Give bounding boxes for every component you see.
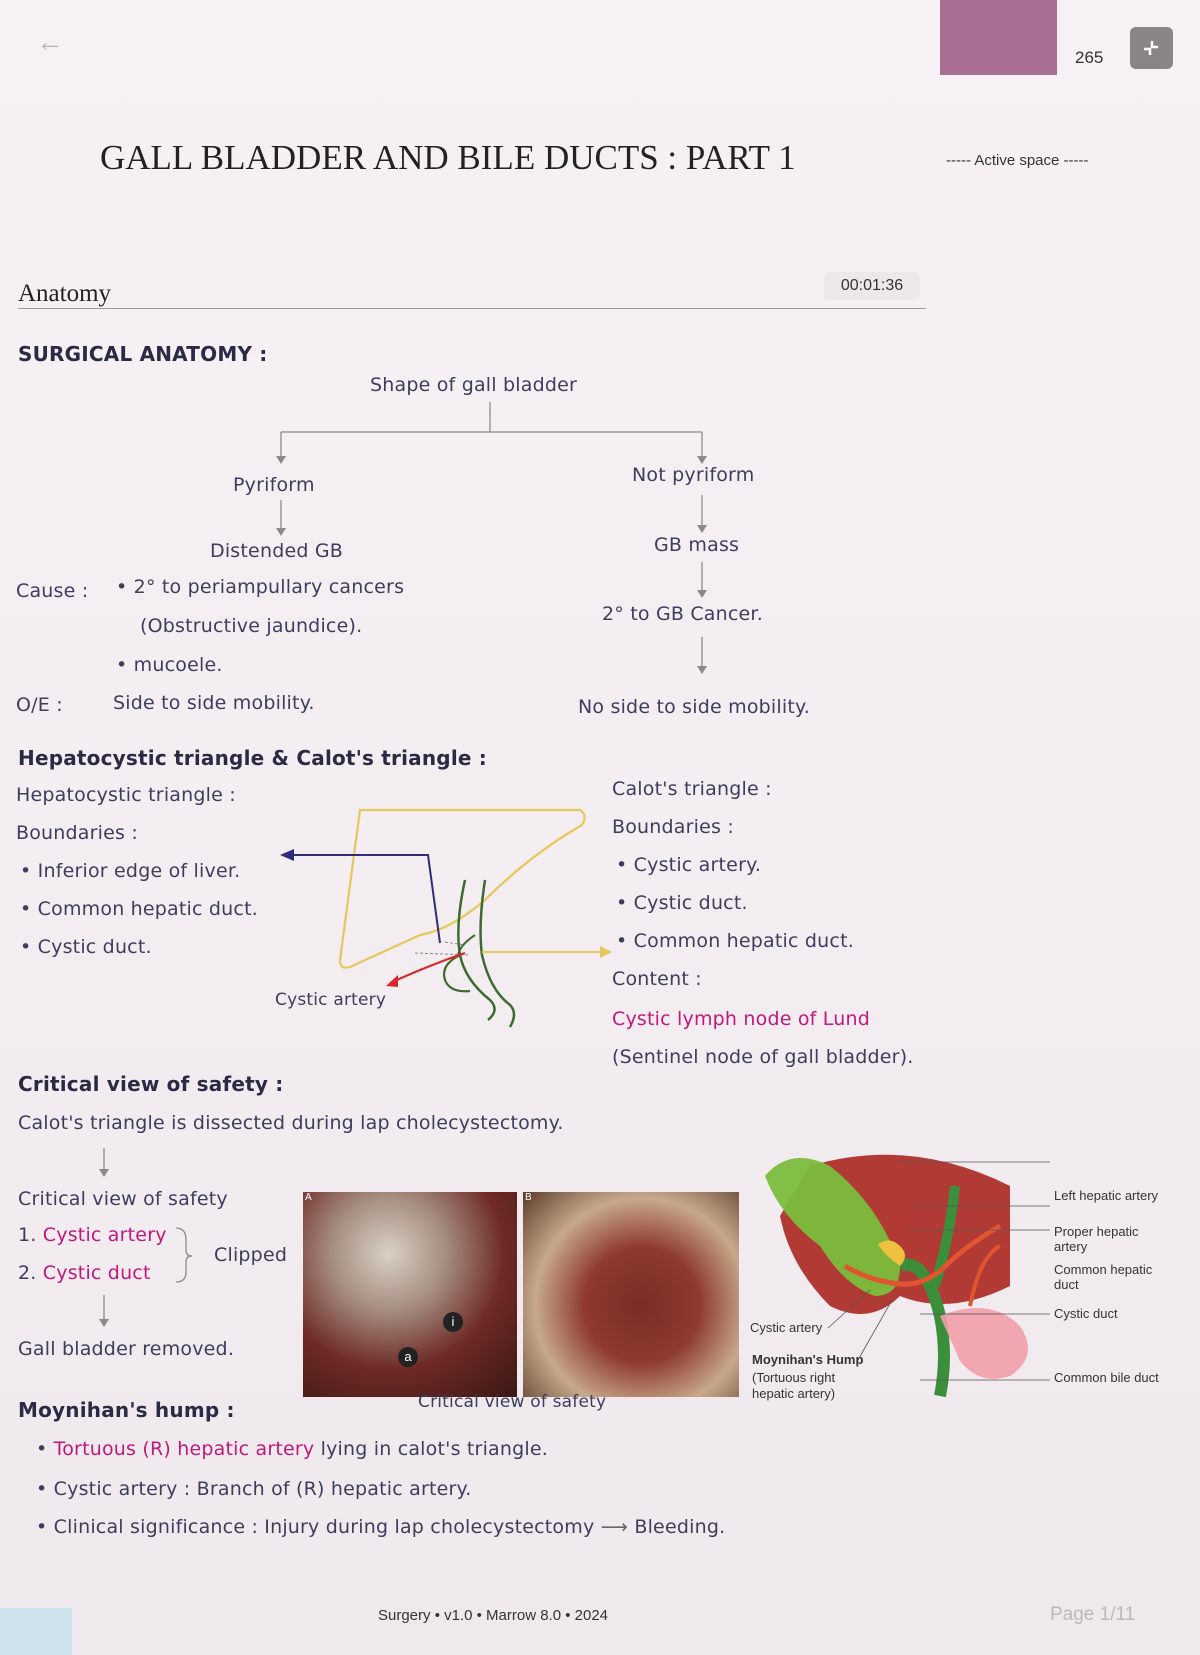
cause-bullet-2: • mucoele. xyxy=(116,654,223,676)
label-common-hepatic-duct: Common hepatic duct xyxy=(1054,1262,1153,1292)
hepatocystic-boundaries-label: Boundaries : xyxy=(16,822,138,844)
cause-bullet-1: • 2° to periampullary cancers xyxy=(116,576,405,598)
label-cystic-artery: Cystic artery xyxy=(750,1320,823,1335)
photo-b-label: B xyxy=(525,1192,532,1203)
flow-pyriform: Pyriform xyxy=(233,474,315,496)
surgical-photo-b xyxy=(523,1192,739,1397)
shape-flowchart-lines xyxy=(0,0,1200,720)
back-arrow-icon[interactable]: ← xyxy=(36,26,64,57)
label-tortuous-right-hepatic-artery: (Tortuous right hepatic artery) xyxy=(752,1370,836,1401)
calot-title: Calot's triangle : xyxy=(612,778,772,800)
active-space-label: ----- Active space ----- xyxy=(946,152,1089,169)
moynihan-item-3: • Clinical significance : Injury during lap cholecystectomy ⟶ Bleeding. xyxy=(36,1516,726,1538)
cvs-photo-caption: Critical view of safety xyxy=(418,1392,607,1412)
label-proper-hepatic-artery: Proper hepatic artery xyxy=(1054,1224,1139,1254)
moynihan-heading: Moynihan's hump : xyxy=(18,1398,235,1422)
moynihan-item-2: • Cystic artery : Branch of (R) hepatic artery. xyxy=(36,1478,472,1500)
cause-bullet-1-cont: (Obstructive jaundice). xyxy=(140,615,363,637)
moynihan-item-1: • Tortuous (R) hepatic artery lying in calot's triangle. xyxy=(36,1438,548,1460)
section-heading: Anatomy xyxy=(18,280,112,307)
calot-item-1: • Cystic artery. xyxy=(616,854,762,876)
flow-root: Shape of gall bladder xyxy=(370,374,577,396)
hepatocystic-title: Hepatocystic triangle : xyxy=(16,784,236,806)
calot-content-node: Cystic lymph node of Lund xyxy=(612,1008,871,1030)
calot-boundaries-label: Boundaries : xyxy=(612,816,734,838)
cvs-step-1: 1. Cystic artery xyxy=(18,1224,167,1246)
corner-tab[interactable] xyxy=(0,1608,72,1655)
page-indicator: Page 1/11 xyxy=(1050,1604,1136,1625)
calot-content-note: (Sentinel node of gall bladder). xyxy=(612,1046,914,1068)
label-left-hepatic-artery: Left hepatic artery xyxy=(1054,1188,1159,1203)
calot-content-label: Content : xyxy=(612,968,702,990)
page-number: 265 xyxy=(1075,48,1104,67)
cystic-artery-label: Cystic artery xyxy=(275,990,387,1010)
cvs-result: Gall bladder removed. xyxy=(18,1338,235,1360)
surgical-photo-a xyxy=(303,1192,517,1397)
cvs-clipped: Clipped xyxy=(214,1244,288,1266)
photo-a-label: A xyxy=(305,1192,312,1203)
calot-item-2: • Cystic duct. xyxy=(616,892,748,914)
hepatocystic-item-1: • Inferior edge of liver. xyxy=(20,860,241,882)
page-title: GALL BLADDER AND BILE DUCTS : PART 1 xyxy=(100,138,796,177)
label-common-bile-duct: Common bile duct xyxy=(1054,1370,1159,1385)
footer-text: Surgery • v1.0 • Marrow 8.0 • 2024 xyxy=(378,1607,609,1624)
surgical-anatomy-heading: SURGICAL ANATOMY : xyxy=(18,342,268,366)
label-cystic-duct: Cystic duct xyxy=(1054,1306,1118,1321)
cvs-step-2: 2. Cystic duct xyxy=(18,1262,151,1284)
flow-gb-mass: GB mass xyxy=(654,534,740,556)
photo-a-marker-a: a xyxy=(398,1347,418,1367)
oe-right: No side to side mobility. xyxy=(578,696,810,718)
flow-not-pyriform: Not pyriform xyxy=(632,464,755,486)
cvs-intro: Calot's triangle is dissected during lap cholecystectomy. xyxy=(18,1112,564,1134)
label-moynihans-hump: Moynihan's Hump xyxy=(752,1352,864,1367)
cvs-title: Critical view of safety xyxy=(18,1188,228,1210)
triangles-heading: Hepatocystic triangle & Calot's triangle : xyxy=(18,746,487,770)
hepatocystic-item-3: • Cystic duct. xyxy=(20,936,152,958)
oe-left: Side to side mobility. xyxy=(113,692,315,714)
cvs-heading: Critical view of safety : xyxy=(18,1072,284,1096)
hepatocystic-item-2: • Common hepatic duct. xyxy=(20,898,258,920)
cause-label: Cause : xyxy=(16,580,89,602)
video-timestamp[interactable]: 00:01:36 xyxy=(824,272,920,300)
calot-item-3: • Common hepatic duct. xyxy=(616,930,854,952)
flow-distended-gb: Distended GB xyxy=(210,540,343,562)
flow-gb-cancer: 2° to GB Cancer. xyxy=(602,603,763,625)
photo-a-marker-i: i xyxy=(443,1312,463,1332)
oe-label: O/E : xyxy=(16,694,63,716)
